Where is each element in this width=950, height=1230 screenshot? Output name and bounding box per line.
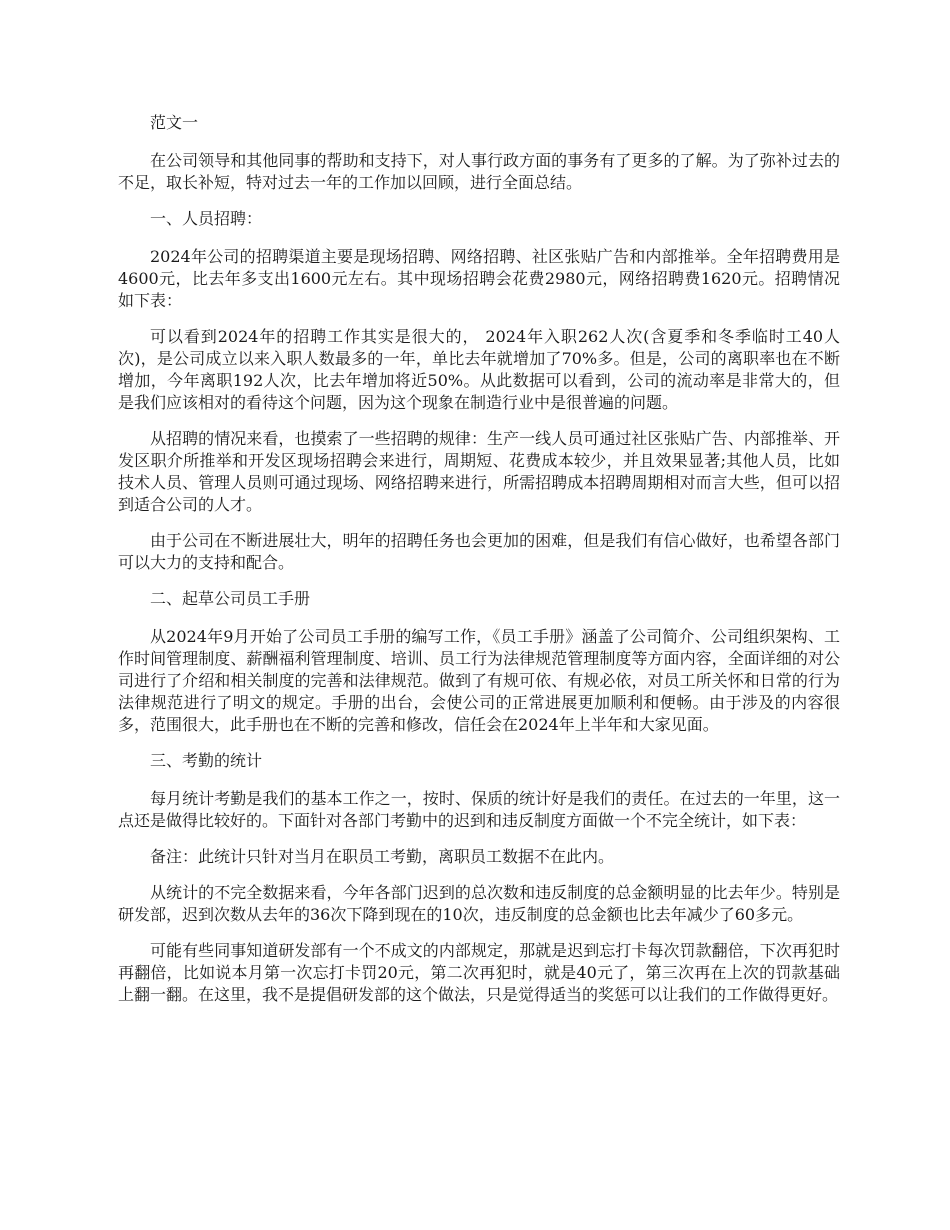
section-heading-handbook: 二、起草公司员工手册 [150,589,311,608]
paragraph-attendance-penalty: 可能有些同事知道研发部有一个不成文的内部规定，那就是迟到忘打卡每次罚款翻倍，下次再犯时再翻倍，比如说本月第一次忘打卡罚20元，第二次再犯时，就是40元了，第三次再在上次的罚款基础上翻一翻。在这里，我不是提倡研发部的这个做法，只是觉得适当的奖惩可以让我们的工作做得更好。 [118,941,840,1004]
paragraph-recruitment-channels: 2024年公司的招聘渠道主要是现场招聘、网络招聘、社区张贴广告和内部推举。全年招聘费用是4600元，比去年多支出1600元左右。其中现场招聘会花费2980元，网络招聘费1620元。招聘情况如下表： [118,247,840,310]
paragraph-attendance-intro: 每月统计考勤是我们的基本工作之一，按时、保质的统计好是我们的责任。在过去的一年里，这一点还是做得比较好的。下面针对各部门考勤中的迟到和违反制度方面做一个不完全统计，如下表： [118,789,840,830]
document-body [118,112,840,1020]
paragraph-handbook: 从2024年9月开始了公司员工手册的编写工作，《员工手册》涵盖了公司简介、公司组织架构、工作时间管理制度、薪酬福利管理制度、培训、员工行为法律规范管理制度等方面内容，全面详细的对公司进行了介绍和相关制度的完善和法律规范。做到了有规可依、有规必依，对员工所关怀和日常的行为法律规范进行了明文的规定。手册的出台，会使公司的正常进展更加顺利和便畅。由于涉及的内容很多，范围很大，此手册也在不断的完善和修改，信任会在2024年上半年和大家见面。 [118,627,840,734]
paragraph-recruitment-stats: 可以看到2024年的招聘工作其实是很大的， 2024年入职262人次(含夏季和冬季临时工40人次)，是公司成立以来入职人数最多的一年，单比去年就增加了70%多。但是，公司的离职率也在不断增加，今年离职192人次，比去年增加将近50%。从此数据可以看到，公司的流动率是非常大的，但是我们应该相对的看待这个问题，因为这个现象在制造行业中是很普遍的问题。 [118,327,840,412]
paragraph-recruitment-rules: 从招聘的情况来看，也摸索了一些招聘的规律：生产一线人员可通过社区张贴广告、内部推举、开发区职介所推举和开发区现场招聘会来进行，周期短、花费成本较少，并且效果显著;其他人员，比如技术人员、管理人员则可通过现场、网络招聘来进行，所需招聘成本招聘周期相对而言大些，但可以招到适合公司的人才。 [118,429,840,514]
paragraph-attendance-note: 备注：此统计只针对当月在职员工考勤，离职员工数据不在此内。 [150,847,615,866]
paragraph-attendance-analysis: 从统计的不完全数据来看，今年各部门迟到的总次数和违反制度的总金额明显的比去年少。特别是研发部，迟到次数从去年的36次下降到现在的10次，违反制度的总金额也比去年减少了60多元。 [118,883,840,924]
paragraph-recruitment-outlook: 由于公司在不断进展壮大，明年的招聘任务也会更加的困难，但是我们有信心做好，也希望各部门可以大力的支持和配合。 [118,531,840,572]
section-heading-attendance: 三、考勤的统计 [150,751,263,770]
document-title: 范文一 [150,113,199,132]
section-heading-recruitment: 一、人员招聘： [150,209,263,228]
paragraph-intro: 在公司领导和其他同事的帮助和支持下，对人事行政方面的事务有了更多的了解。为了弥补过去的不足，取长补短，特对过去一年的工作加以回顾，进行全面总结。 [118,151,840,192]
